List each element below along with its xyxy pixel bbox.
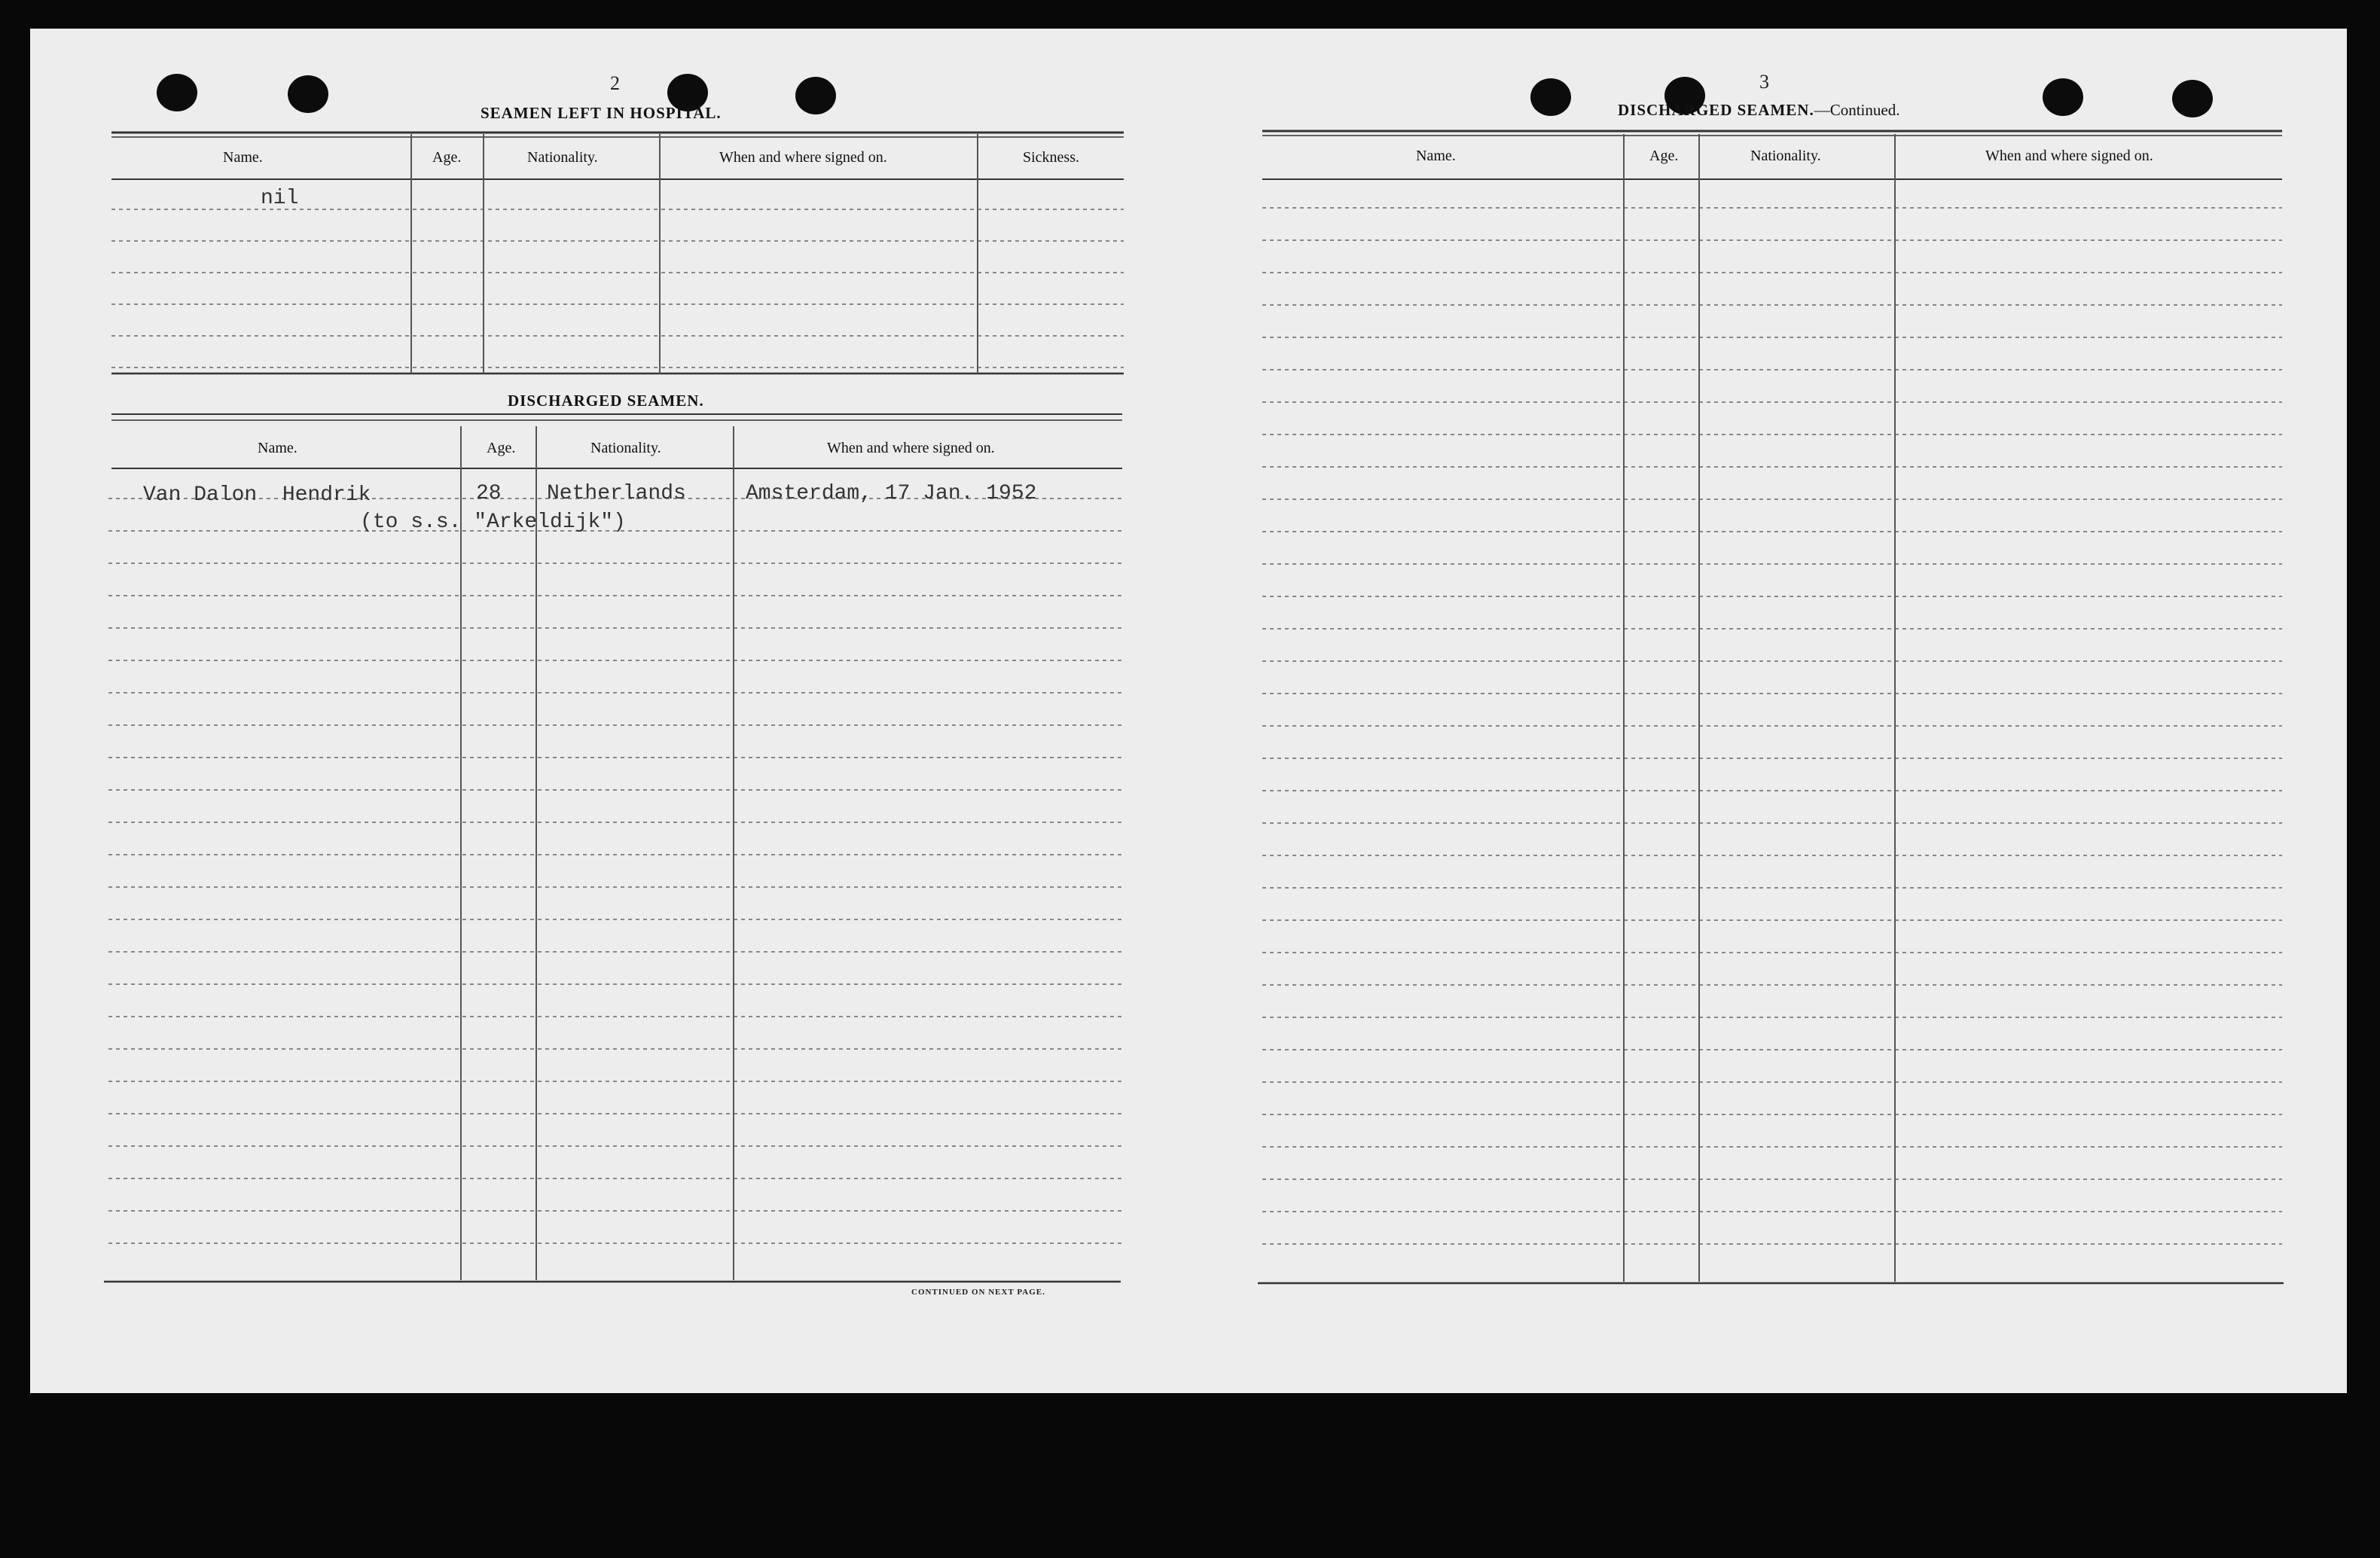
right-col-nationality: Nationality.	[1750, 148, 1821, 164]
hospital-col-nationality: Nationality.	[527, 149, 598, 166]
ledger-sheet	[30, 29, 2347, 1393]
hospital-col-name: Name.	[223, 149, 263, 166]
continued-footer: CONTINUED ON NEXT PAGE.	[911, 1288, 1045, 1297]
hospital-col-age: Age.	[432, 149, 462, 166]
continued-title-suffix: —Continued.	[1814, 101, 1900, 119]
hospital-col-signed-on: When and where signed on.	[719, 149, 887, 166]
seaman-nationality: Netherlands	[547, 482, 686, 505]
discharged-col-name: Name.	[258, 440, 298, 456]
hospital-entry-nil: nil	[261, 187, 299, 210]
continued-section-title	[1618, 101, 1899, 120]
page-number-left: 2	[610, 72, 620, 94]
discharged-col-nationality: Nationality.	[590, 440, 661, 456]
right-col-age: Age.	[1649, 148, 1679, 164]
page-number-right: 3	[1759, 71, 1769, 93]
hospital-section-title: SEAMEN LEFT IN HOSPITAL.	[481, 104, 722, 122]
ruled-lines	[30, 29, 2347, 1393]
continued-title-main: DISCHARGED SEAMEN.	[1618, 101, 1814, 119]
hospital-col-sickness: Sickness.	[1023, 149, 1079, 166]
seaman-note: (to s.s. "Arkeldijk")	[360, 511, 626, 534]
seaman-name: Van Dalon Hendrik	[143, 483, 371, 507]
discharged-col-age: Age.	[487, 440, 516, 456]
seaman-age: 28	[476, 482, 502, 505]
right-col-signed-on: When and where signed on.	[1985, 148, 2153, 164]
right-col-name: Name.	[1416, 148, 1456, 164]
discharged-section-title: DISCHARGED SEAMEN.	[508, 392, 704, 410]
discharged-col-signed-on: When and where signed on.	[827, 440, 995, 456]
seaman-signed-on: Amsterdam, 17 Jan. 1952	[746, 482, 1037, 505]
